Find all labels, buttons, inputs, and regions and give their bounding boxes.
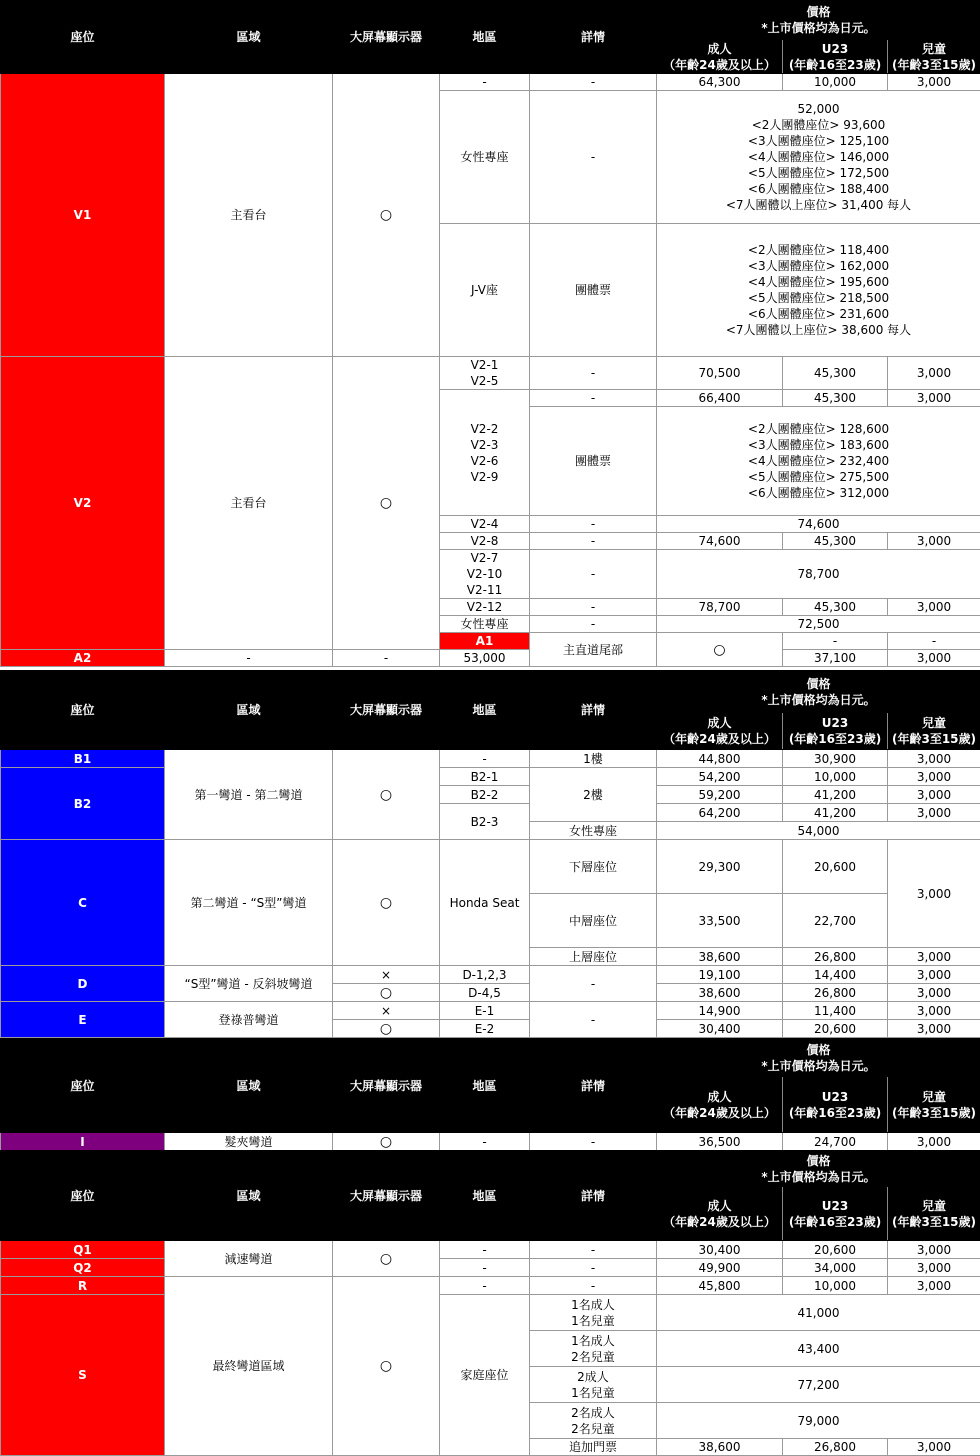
header-zone: 地區	[440, 1039, 530, 1133]
detail-b1: 1樓	[530, 750, 657, 768]
price-u23: 26,800	[783, 984, 888, 1002]
zone-c: Honda Seat	[440, 840, 530, 966]
zone-e1: E-1	[440, 1002, 530, 1020]
price-adult: 49,900	[657, 1259, 783, 1277]
price-u23: 26,800	[783, 948, 888, 966]
detail-none: -	[530, 390, 657, 407]
price-child: 3,000	[888, 1259, 980, 1277]
detail-none: -	[530, 1002, 657, 1038]
header-u23: U23 (年齡16至23歲)	[783, 40, 888, 74]
header-u23: U23 (年齡16至23歲)	[783, 1187, 888, 1241]
detail-none: -	[530, 599, 657, 616]
price-child: 3,000	[888, 1133, 980, 1151]
price-adult: 38,600	[657, 1439, 783, 1456]
price-child: 3,000	[888, 599, 980, 616]
header-u23: U23 (年齡16至23歲)	[783, 1077, 888, 1133]
header-area: 區域	[165, 1, 333, 74]
detail-none: -	[530, 74, 657, 91]
price-child: 3,000	[888, 1002, 980, 1020]
detail-none: -	[888, 633, 980, 650]
detail-none: -	[530, 1241, 657, 1259]
zone-none: -	[440, 1259, 530, 1277]
screen-yes-icon: ○	[333, 357, 440, 650]
price-child: 3,000	[888, 786, 980, 804]
header-price: 價格 *上市價格均為日元。	[657, 671, 980, 713]
detail-group-ticket: 團體票	[530, 224, 657, 357]
header-seat: 座位	[1, 1151, 165, 1241]
zone-v2-group: V2-2 V2-3 V2-6 V2-9	[440, 390, 530, 516]
header-adult: 成人 （年齡24歲及以上）	[657, 40, 783, 74]
seat-d: D	[1, 966, 165, 1002]
zone-v2-8: V2-8	[440, 533, 530, 550]
header-zone: 地區	[440, 1, 530, 74]
seat-a2: A2	[1, 650, 165, 667]
seat-i: I	[1, 1133, 165, 1151]
price-v2-4: 74,600	[657, 516, 980, 533]
area-e: 登祿普彎道	[165, 1002, 333, 1038]
price-adult: 66,400	[657, 390, 783, 407]
screen-no-icon: ×	[333, 966, 440, 984]
seat-q1: Q1	[1, 1241, 165, 1259]
area-c: 第二彎道 - “S型”彎道	[165, 840, 333, 966]
header-screen: 大屏幕顯示器	[333, 1, 440, 74]
detail-none: -	[530, 966, 657, 1002]
header-area: 區域	[165, 1151, 333, 1241]
screen-no-icon: ×	[333, 1002, 440, 1020]
header-child: 兒童 (年齡3至15歲)	[888, 1077, 980, 1133]
price-u23: 41,200	[783, 786, 888, 804]
screen-yes-icon: ○	[333, 74, 440, 357]
price-family-3: 77,200	[657, 1367, 980, 1403]
detail-c-low: 下層座位	[530, 840, 657, 894]
detail-c-mid: 中層座位	[530, 894, 657, 948]
detail-none: -	[530, 550, 657, 599]
price-u23: 10,000	[783, 1277, 888, 1295]
detail-b-women: 女性專座	[530, 822, 657, 840]
price-child: 3,000	[888, 357, 980, 390]
price-u23: 24,700	[783, 1133, 888, 1151]
price-u23: 14,400	[783, 966, 888, 984]
price-u23: 37,100	[783, 650, 888, 667]
price-table-final-corners	[0, 1150, 980, 1456]
header-adult: 成人 （年齡24歲及以上）	[657, 1187, 783, 1241]
seat-q2: Q2	[1, 1259, 165, 1277]
header-child: 兒童 (年齡3至15歲)	[888, 713, 980, 750]
header-u23: U23 (年齡16至23歲)	[783, 713, 888, 750]
price-adult: 70,500	[657, 357, 783, 390]
price-u23: 11,400	[783, 1002, 888, 1020]
header-area: 區域	[165, 671, 333, 750]
zone-b2-3: B2-3	[440, 804, 530, 840]
header-zone: 地區	[440, 671, 530, 750]
price-v1-women: 52,000 <2人團體座位> 93,600 <3人團體座位> 125,100 <4人團體座位> 146,000 <5人團體座位> 172,500 <6人團體座位> 188,400 <7人團體以上座位> 31,400 每人	[657, 91, 980, 224]
price-adult: 30,400	[657, 1241, 783, 1259]
price-adult: 74,600	[657, 533, 783, 550]
price-child: 3,000	[888, 1439, 980, 1456]
header-adult: 成人 （年齡24歲及以上）	[657, 1077, 783, 1133]
detail-group-ticket: 團體票	[530, 407, 657, 516]
detail-none: -	[530, 1259, 657, 1277]
price-adult: 59,200	[657, 786, 783, 804]
price-adult: 36,500	[657, 1133, 783, 1151]
seat-c: C	[1, 840, 165, 966]
seat-v1: V1	[1, 74, 165, 357]
header-details: 詳情	[530, 1039, 657, 1133]
price-child: 3,000	[888, 1241, 980, 1259]
price-adult: 30,400	[657, 1020, 783, 1038]
seat-r: R	[1, 1277, 165, 1295]
header-details: 詳情	[530, 1, 657, 74]
screen-yes-icon: ○	[333, 840, 440, 966]
detail-none: -	[530, 533, 657, 550]
screen-yes-icon: ○	[333, 750, 440, 840]
seat-s: S	[1, 1295, 165, 1456]
detail-family-4: 2名成人 2名兒童	[530, 1403, 657, 1439]
header-screen: 大屏幕顯示器	[333, 1039, 440, 1133]
header-price: 價格 *上市價格均為日元。	[657, 1151, 980, 1187]
zone-d1: D-1,2,3	[440, 966, 530, 984]
price-jv-group: <2人團體座位> 118,400 <3人團體座位> 162,000 <4人團體座位> 195,600 <5人團體座位> 218,500 <6人團體座位> 231,600 <7人團體以上座位> 38,600 每人	[657, 224, 980, 357]
header-seat: 座位	[1, 1, 165, 74]
seat-e: E	[1, 1002, 165, 1038]
detail-none: -	[530, 1133, 657, 1151]
detail-family-3: 2成人 1名兒童	[530, 1367, 657, 1403]
price-adult: 78,700	[657, 599, 783, 616]
price-child: 3,000	[888, 1020, 980, 1038]
price-u23: 34,000	[783, 1259, 888, 1277]
header-price: 價格 *上市價格均為日元。	[657, 1039, 980, 1077]
zone-family: 家庭座位	[440, 1295, 530, 1456]
price-u23: 26,800	[783, 1439, 888, 1456]
zone-none: -	[783, 633, 888, 650]
area-d: “S型”彎道 - 反斜坡彎道	[165, 966, 333, 1002]
detail-none: -	[530, 1277, 657, 1295]
zone-b2-2: B2-2	[440, 786, 530, 804]
price-u23: 10,000	[783, 768, 888, 786]
detail-c-up: 上層座位	[530, 948, 657, 966]
price-adult: 53,000	[440, 650, 530, 667]
price-u23: 20,600	[783, 840, 888, 894]
price-child: 3,000	[888, 750, 980, 768]
zone-b2-1: B2-1	[440, 768, 530, 786]
zone-v2-12: V2-12	[440, 599, 530, 616]
header-price	[657, 1, 980, 40]
price-u23: 20,600	[783, 1020, 888, 1038]
screen-yes-icon: ○	[333, 1277, 440, 1456]
header-screen: 大屏幕顯示器	[333, 1151, 440, 1241]
zone-none: -	[440, 1241, 530, 1259]
detail-none: -	[530, 616, 657, 633]
price-v2-women: 72,500	[657, 616, 980, 633]
price-family-4: 79,000	[657, 1403, 980, 1439]
area-v1: 主看台	[165, 74, 333, 357]
zone-v2-7-10-11: V2-7 V2-10 V2-11	[440, 550, 530, 599]
detail-extra-ticket: 追加門票	[530, 1439, 657, 1456]
header-seat: 座位	[1, 1039, 165, 1133]
zone-none: -	[440, 1277, 530, 1295]
price-child: 3,000	[888, 1277, 980, 1295]
price-table-main-stand	[0, 0, 980, 667]
zone-none: -	[440, 1133, 530, 1151]
price-child: 3,000	[888, 804, 980, 822]
price-adult: 38,600	[657, 984, 783, 1002]
zone-none: -	[440, 74, 530, 91]
zone-jv: J-V座	[440, 224, 530, 357]
seat-b1: B1	[1, 750, 165, 768]
price-child: 3,000	[888, 650, 980, 667]
header-child: 兒童 (年齡3至15歲)	[888, 1187, 980, 1241]
zone-v2-1-5: V2-1 V2-5	[440, 357, 530, 390]
header-screen: 大屏幕顯示器	[333, 671, 440, 750]
screen-yes-icon: ○	[333, 1241, 440, 1277]
price-u23: 45,300	[783, 533, 888, 550]
detail-b2: 2樓	[530, 768, 657, 822]
header-price-note: *上市價格均為日元。	[657, 20, 980, 36]
price-child: 3,000	[888, 948, 980, 966]
price-u23: 22,700	[783, 894, 888, 948]
screen-yes-icon: ○	[333, 1020, 440, 1038]
seat-v2: V2	[1, 357, 165, 650]
price-adult: 14,900	[657, 1002, 783, 1020]
price-b-women: 54,000	[657, 822, 980, 840]
screen-yes-icon: ○	[657, 633, 783, 667]
price-family-2: 43,400	[657, 1331, 980, 1367]
price-adult: 33,500	[657, 894, 783, 948]
area-b: 第一彎道 - 第二彎道	[165, 750, 333, 840]
seat-a1: A1	[440, 633, 530, 650]
zone-v2-4: V2-4	[440, 516, 530, 533]
price-adult: 38,600	[657, 948, 783, 966]
price-u23: 10,000	[783, 74, 888, 91]
price-child: 3,000	[888, 984, 980, 1002]
header-details: 詳情	[530, 1151, 657, 1241]
detail-none: -	[530, 357, 657, 390]
zone-d2: D-4,5	[440, 984, 530, 1002]
price-adult: 19,100	[657, 966, 783, 984]
price-u23: 45,300	[783, 390, 888, 407]
price-adult: 54,200	[657, 768, 783, 786]
price-adult: 45,800	[657, 1277, 783, 1295]
area-a: 主直道尾部	[530, 633, 657, 667]
price-family-1: 41,000	[657, 1295, 980, 1331]
price-u23: 45,300	[783, 599, 888, 616]
detail-family-1: 1名成人 1名兒童	[530, 1295, 657, 1331]
price-table-corners	[0, 670, 980, 1038]
price-child: 3,000	[888, 74, 980, 91]
zone-v1-women: 女性專座	[440, 91, 530, 224]
price-adult: 44,800	[657, 750, 783, 768]
header-adult: 成人 （年齡24歲及以上）	[657, 713, 783, 750]
header-area: 區域	[165, 1039, 333, 1133]
price-adult: 64,200	[657, 804, 783, 822]
price-child: 3,000	[888, 390, 980, 407]
screen-yes-icon: ○	[333, 984, 440, 1002]
price-v2-7: 78,700	[657, 550, 980, 599]
price-child: 3,000	[888, 533, 980, 550]
area-i: 髮夾彎道	[165, 1133, 333, 1151]
area-v2: 主看台	[165, 357, 333, 650]
price-u23: 20,600	[783, 1241, 888, 1259]
price-u23: 41,200	[783, 804, 888, 822]
zone-none: -	[165, 650, 333, 667]
price-u23: 45,300	[783, 357, 888, 390]
header-child: 兒童 (年齡3至15歲)	[888, 40, 980, 74]
price-adult: 29,300	[657, 840, 783, 894]
detail-none: -	[530, 91, 657, 224]
detail-none: -	[530, 516, 657, 533]
zone-v2-women: 女性專座	[440, 616, 530, 633]
zone-none: -	[440, 750, 530, 768]
price-table-hairpin	[0, 1038, 980, 1151]
price-adult: 64,300	[657, 74, 783, 91]
zone-e2: E-2	[440, 1020, 530, 1038]
price-v2-group: <2人團體座位> 128,600 <3人團體座位> 183,600 <4人團體座位> 232,400 <5人團體座位> 275,500 <6人團體座位> 312,000	[657, 407, 980, 516]
header-price-title: 價格	[657, 4, 980, 20]
price-u23: 30,900	[783, 750, 888, 768]
header-details: 詳情	[530, 671, 657, 750]
price-child: 3,000	[888, 840, 980, 948]
area-q: 減速彎道	[165, 1241, 333, 1277]
detail-family-2: 1名成人 2名兒童	[530, 1331, 657, 1367]
screen-yes-icon: ○	[333, 1133, 440, 1151]
detail-none: -	[333, 650, 440, 667]
price-child: 3,000	[888, 768, 980, 786]
seat-b2: B2	[1, 768, 165, 840]
price-child: 3,000	[888, 966, 980, 984]
header-zone: 地區	[440, 1151, 530, 1241]
area-s: 最終彎道區域	[165, 1277, 333, 1456]
header-seat: 座位	[1, 671, 165, 750]
